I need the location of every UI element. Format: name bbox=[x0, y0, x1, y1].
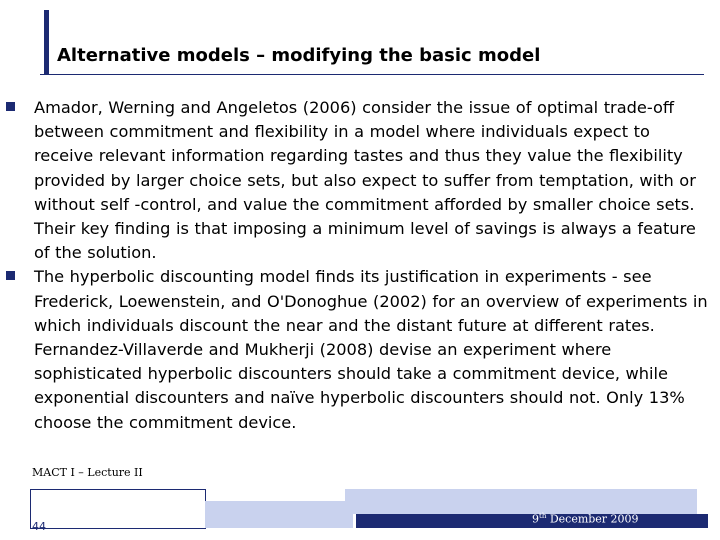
bullet-item bbox=[0, 96, 720, 265]
date-rest: December 2009 bbox=[546, 512, 639, 526]
square-bullet-icon bbox=[6, 102, 15, 111]
footer-light-band bbox=[345, 489, 697, 514]
title-accent-bar bbox=[44, 10, 49, 74]
slide-title: Alternative models – modifying the basic model bbox=[57, 45, 541, 66]
page-number: 44 bbox=[32, 520, 46, 533]
bullet-list bbox=[0, 96, 720, 435]
bullet-item bbox=[0, 265, 720, 434]
footer-light-block bbox=[205, 501, 353, 528]
footer-date bbox=[532, 512, 639, 526]
title-underline bbox=[40, 74, 704, 75]
bullet-text: Amador, Werning and Angeletos (2006) consider the issue of optimal trade-off between commitment and flexibility in a model where individuals expect to receive relevant information regarding tastes and thus they value the flexibility provided by larger choice sets, but also expect to suffer from temptation, with or without self -control, and value the commitment afforded by smaller choice sets. Their key finding is that imposing a minimum level of savings is always a feature of the solution. bbox=[34, 98, 696, 263]
square-bullet-icon bbox=[6, 271, 15, 280]
footer-outline-box bbox=[30, 489, 206, 529]
date-day: 9 bbox=[532, 512, 539, 526]
date-suffix: th bbox=[539, 512, 547, 520]
footer-lecture-label: MACT I – Lecture II bbox=[32, 466, 143, 479]
bullet-text: The hyperbolic discounting model finds its justification in experiments - see Frederick, Loewenstein, and O'Donoghue (2002) for an overview of experiments in which individuals discount the near and the distant future at different rates. Fernandez-Villaverde and Mukherji (2008) devise an experiment where sophisticated hyperbolic discounters should take a commitment device, while exponential discounters and naïve hyperbolic discounters should not. Only 13% choose the commitment device. bbox=[34, 267, 708, 432]
